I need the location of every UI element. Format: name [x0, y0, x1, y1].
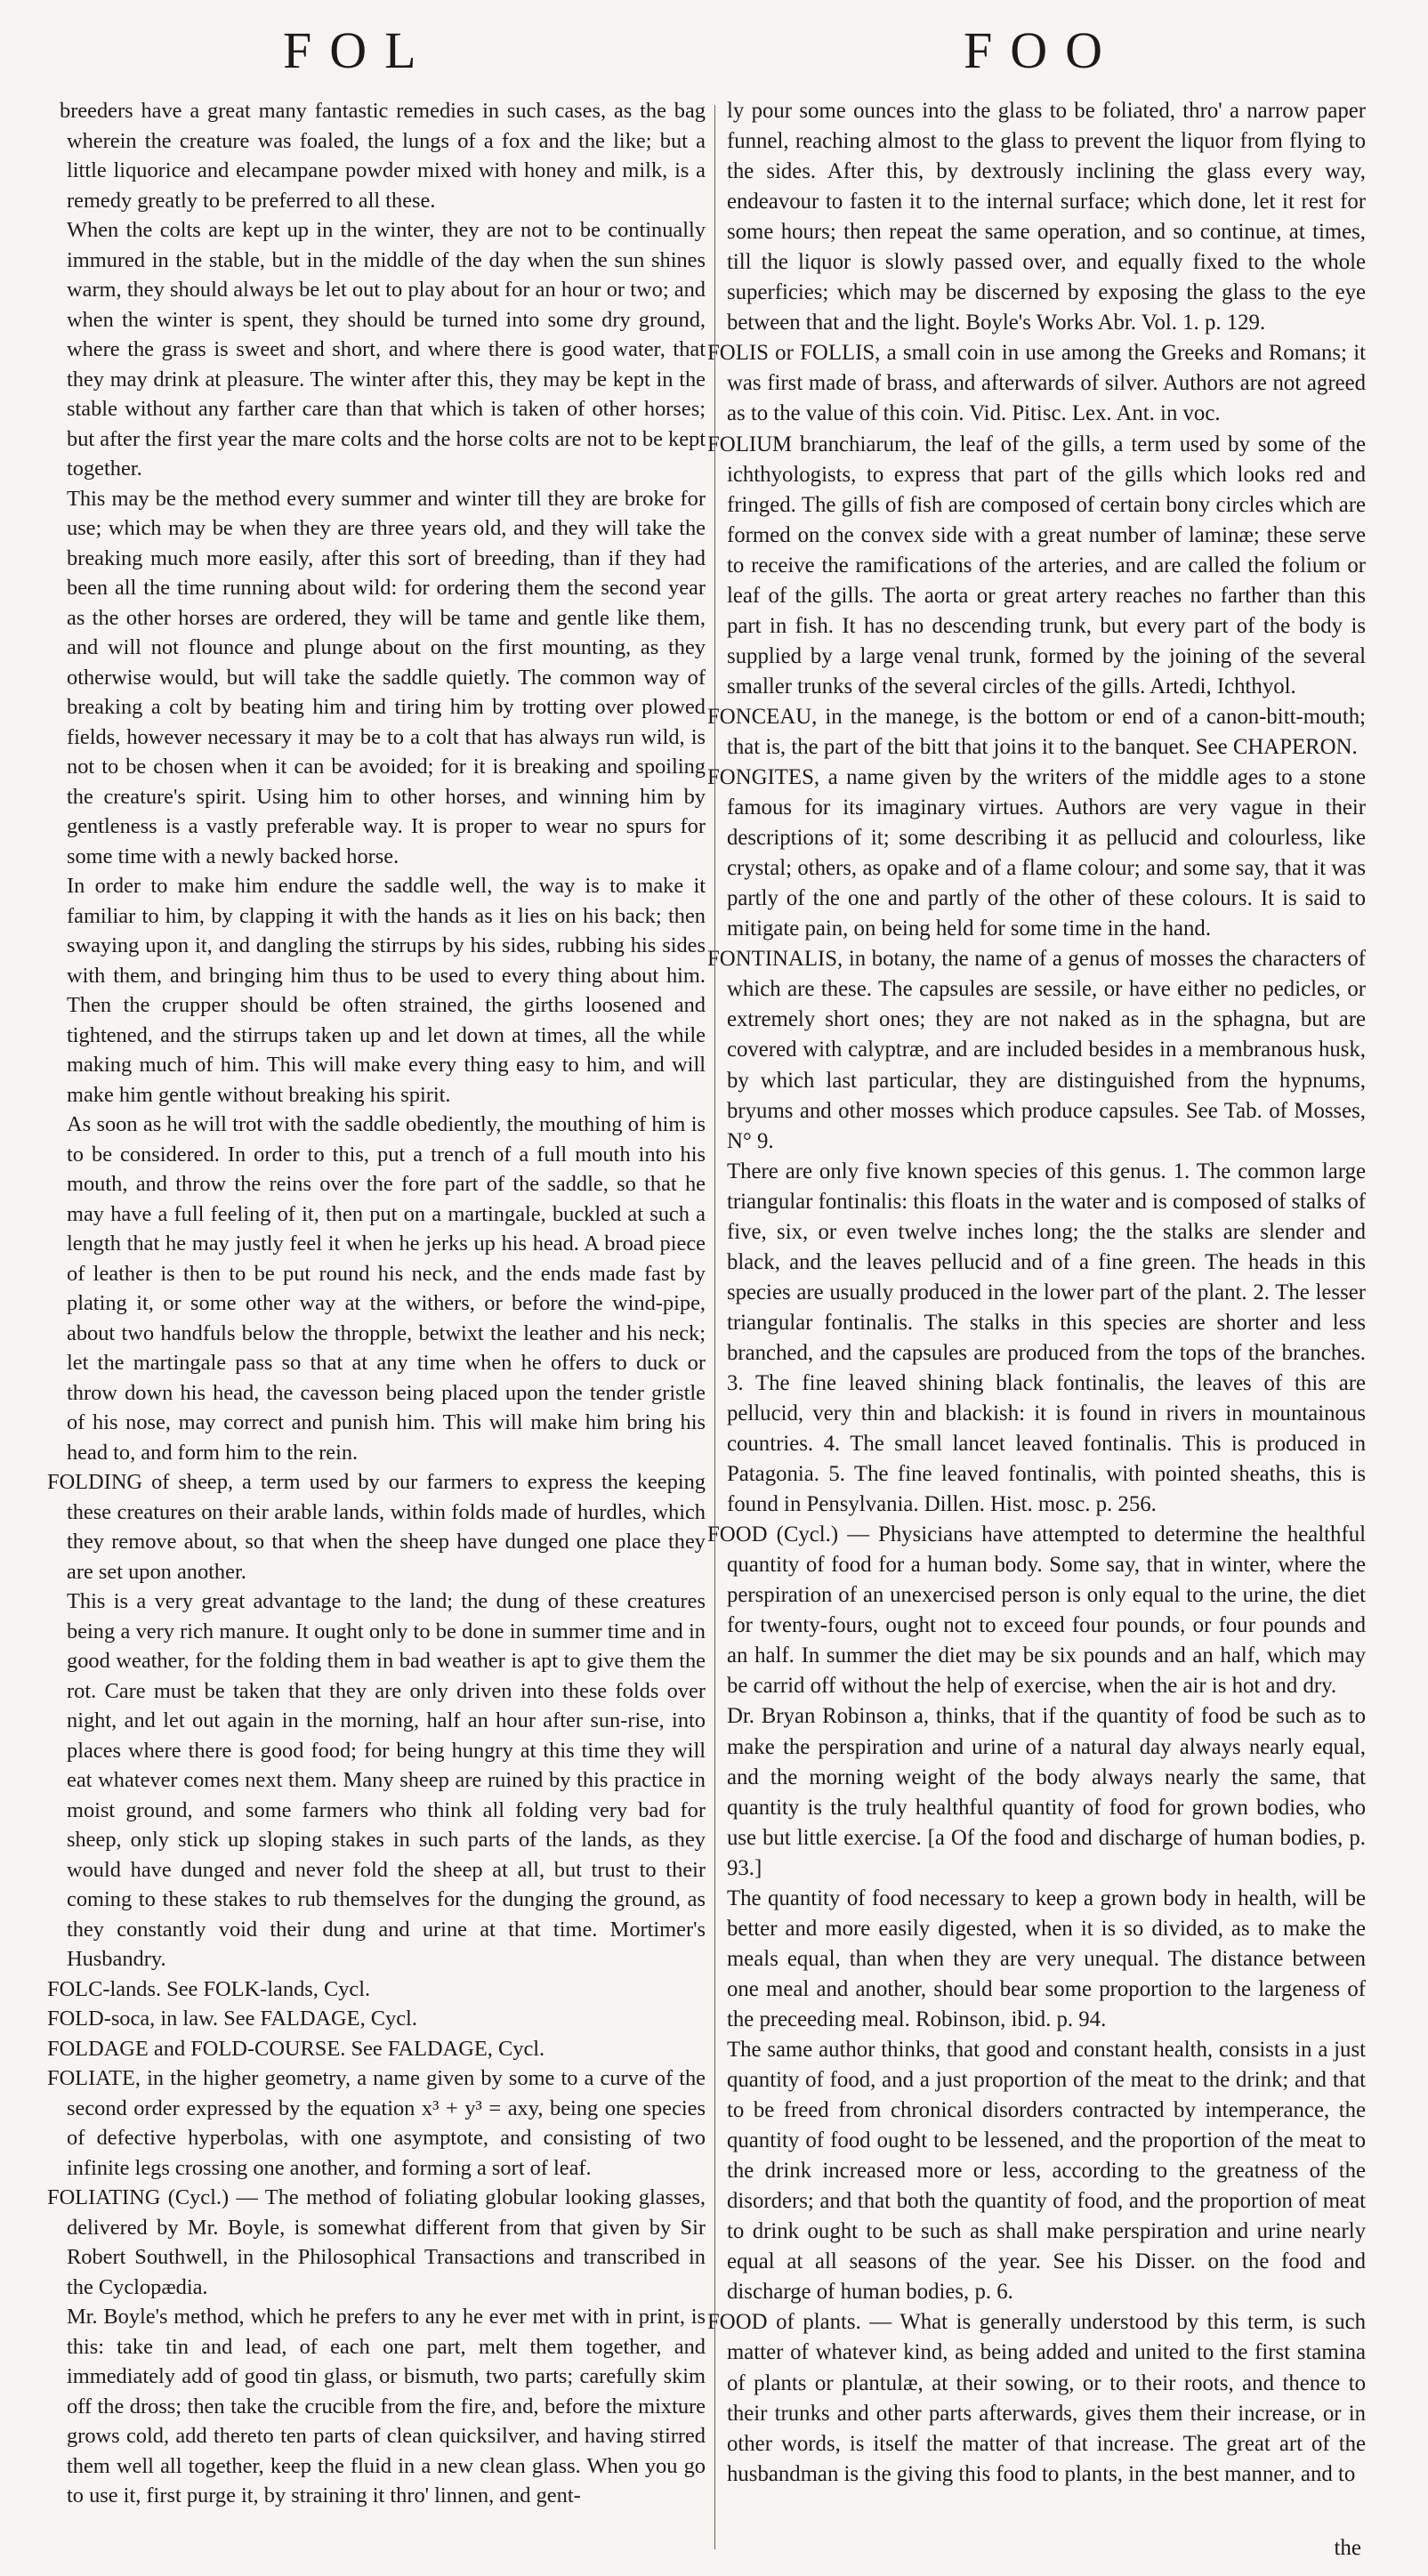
entry-foliate: FOLIATE, in the higher geometry, a name given by some to a curve of the second order expressed by the equation x³ + y³ = axy, being one species of defective hyperbolas, with one asymptote, and consisting of two infinite legs crossing one another, and forming a sort of leaf.	[47, 2066, 706, 2180]
entry-foldage: FOLDAGE and FOLD-COURSE. See FALDAGE, Cycl.	[47, 2036, 545, 2061]
entry-food: FOOD (Cycl.) — Physicians have attempted to determine the healthful quantity of food for a human body. Some say, that in winter, where the perspiration of an unexercised person is only equal to the urine, the diet for twenty-fours, ought not to exceed four pounds, or four pounds and an half. In summer the diet may be six pounds and an half, which may be carrid off without the help of exercise, when the air is hot and dry.	[707, 1522, 1366, 1699]
paragraph: The quantity of food necessary to keep a grown body in health, will be better and more easily digested, when it is so divided, as to make the meals equal, than when they are very unequal. The distance between one meal and another, should bear some proportion to the largeness of the preceeding meal. Robinson, ibid. p. 94.	[727, 1886, 1366, 2031]
entry-folis: FOLIS or FOLLIS, a small coin in use among the Greeks and Romans; it was first made of brass, and afterwards of silver. Authors are not agreed as to the value of this coin. Vid. Pitisc. Lex. Ant. in voc.	[707, 341, 1366, 426]
entry-folium: FOLIUM branchiarum, the leaf of the gills, a term used by some of the ichthyologists, to express that part of the gills which looks red and fringed. The gills of fish are composed of certain bony circles which are formed on the convex side with a great number of laminæ; these serve to receive the ramifications of the arteries, and are called the folium or leaf of the gills. The aorta or great artery reaches no farther than this part in fish. It has no descending trunk, but every part of the body is supplied by a large venal trunk, formed by the joining of the several smaller trunks of the several circles of the gills. Artedi, Ichthyol.	[707, 432, 1366, 699]
entry-fonceau: FONCEAU, in the manege, is the bottom or end of a canon-bitt-mouth; that is, the part of the bitt that joins it to the banquet. See CHAPERON.	[707, 704, 1366, 759]
paragraph: There are only five known species of this genus. 1. The common large triangular fontinalis: this floats in the water and is composed of stalks of five, six, or even twelve inches long; the the stalks are slender and black, and the leaves pellucid and of a fine green. The heads in this species are usually produced in the lower part of the plant. 2. The lesser triangular fontinalis. The stalks in this species are shorter and less branched, and the capsules are produced from the tops of the branches. 3. The fine leaved shining black fontinalis, the leaves of this are pellucid, very thin and blackish: it is found in rivers in mountainous countries. 4. The small lancet leaved fontinalis. This is produced in Patagonia. 5. The fine leaved fontinalis, with pointed sheaths, this is found in Pensylvania. Dillen. Hist. mosc. p. 256.	[727, 1159, 1366, 1517]
paragraph: ly pour some ounces into the glass to be foliated, thro' a narrow paper funnel, reaching almost to the glass to prevent the liquor from flying to the sides. After this, by dextrously inclining the glass every way, endeavour to fasten it to the internal surface; which done, let it rest for some hours; then repeat the same operation, and so continue, at times, till the liquor is slowly passed over, and equally fixed to the whole superficies; which may be discerned by exposing the glass to the eye between that and the light. Boyle's Works Abr. Vol. 1. p. 129.	[727, 99, 1366, 335]
entry-fontinalis: FONTINALIS, in botany, the name of a genus of mosses the characters of which are these. The capsules are sessile, or have either no pedicles, or extremely short ones; they are not naked as in the sphagna, but are covered with calyptræ, and are included besides in a membranous husk, by which last particular, they are distinguished from the hypnums, bryums and other mosses which produce capsules. See Tab. of Mosses, N° 9.	[707, 947, 1366, 1153]
paragraph: breeders have a great many fantastic remedies in such cases, as the bag wherein the creature was foaled, the lungs of a fox and the like; but a little liquorice and elecampane powder mixed with honey and milk, is a remedy greatly to be preferred to all these.	[60, 99, 706, 213]
running-head-right: FOO	[964, 21, 1121, 79]
catchword: the	[1334, 2536, 1361, 2560]
paragraph: When the colts are kept up in the winter, they are not to be continually immured in the stable, but in the middle of the day when the sun shines warm, they should always be let out to play about for an hour or two; and when the winter is spent, they should be turned into some dry ground, where the grass is sweet and short, and where there is good water, that they may drink at pleasure. The winter after this, they may be kept in the stable without any farther care than that which is taken of other horses; but after the first year the mare colts and the horse colts are not to be kept together.	[67, 218, 706, 480]
paragraph: This is a very great advantage to the land; the dung of these creatures being a very rich manure. It ought only to be done in summer time and in good weather, for the folding them in bad weather is apt to give them the rot. Care must be taken that they are only driven into these folds over night, and let out again in the morning, half an hour after sun-rise, into places where there is good food; for being hungry at this time they will eat whatever comes next them. Many sheep are ruined by this practice in moist ground, and some farmers who think all folding very bad for sheep, only stick up sloping stakes in such parts of the lands, as they would have dunged and never fold the sheep at all, but trust to their coming to these stakes to rub themselves for the dunging the ground, as they constantly void their dung and urine at that time. Mortimer's Husbandry.	[67, 1589, 706, 1971]
entry-food-of-plants: FOOD of plants. — What is generally understood by this term, is such matter of whatever kind, as being added and united to the first stamina of plants or plantulæ, at their sowing, or to their roots, and thence to their trunks and other parts afterwards, gives them their increase, or in other words, is itself the matter of that increase. The great art of the husbandman is the giving this food to plants, in the best manner, and to	[707, 2310, 1366, 2486]
paragraph: As soon as he will trot with the saddle obediently, the mouthing of him is to be considered. In order to this, put a trench of a full mouth into his mouth, and throw the reins over the fore part of the saddle, so that he may have a full feeling of it, then put on a martingale, buckled at such a length that he may justly feel it when he jerks up his head. A broad piece of leather is then to be put round his neck, and the ends made fast by plating it, or some other way at the withers, or before the wind-pipe, about two handfuls below the thropple, betwixt the leather and his neck; let the martingale pass so that at any time when he offers to duck or throw down his head, the cavesson being placed upon the tender gristle of his nose, may correct and punish him. This will make him bring his head to, and form him to the rein.	[67, 1112, 706, 1465]
paragraph: This may be the method every summer and winter till they are broke for use; which may be when they are three years old, and they will take the breaking much more easily, after this sort of breeding, than if they had been all the time running about wild: for ordering them the second year as the other horses are ordered, they will be tame and gentle like them, and will not flounce and plunge about on the first mounting, as they otherwise would, but will take the saddle quietly. The common way of breaking a colt by beating him and tiring him by trotting over plowed fields, however necessary it may be to a colt that has always run wild, is not to be chosen when it can be avoided; for it is breaking and spoiling the creature's spirit. Using him to other horses, and winning him by gentleness is a vastly preferable way. It is proper to wear no spurs for some time with a newly backed horse.	[67, 486, 706, 868]
entry-fongites: FONGITES, a name given by the writers of the middle ages to a stone famous for its imaginary virtues. Authors are very vague in their descriptions of it; some describing it as pellucid and colourless, like crystal; others, as opake and of a flame colour; and some say, that it was partly of the one and partly of the other of these colours. It is said to mitigate pain, on being held for some time in the hand.	[707, 765, 1366, 941]
entry-folc-lands: FOLC-lands. See FOLK-lands, Cycl.	[47, 1976, 371, 2001]
right-column	[707, 96, 1366, 2490]
entry-foliating: FOLIATING (Cycl.) — The method of foliating globular looking glasses, delivered by Mr. Boyle, is somewhat different from that given by Sir Robert Southwell, in the Philosophical Transactions and transcribed in the Cyclopædia.	[47, 2185, 706, 2299]
entry-fold-soca: FOLD-soca, in law. See FALDAGE, Cycl.	[47, 2007, 417, 2031]
paragraph: The same author thinks, that good and constant health, consists in a just quantity of food, and a just proportion of the meat to the drink; and that to be freed from chronical disorders contracted by intemperance, the quantity of food ought to be lessened, and the proportion of the meat to the drink increased more or less, according to the greatness of the disorders; and that both the quantity of food, and the proportion of meat to drink ought to be such as shall make perspiration and urine nearly equal at all seasons of the year. See his Disser. on the food and discharge of human bodies, p. 6.	[727, 2038, 1366, 2305]
paragraph: Mr. Boyle's method, which he prefers to any he ever met with in print, is this: take tin and lead, of each one part, melt them together, and immediately add of good tin glass, or bismuth, two parts; carefully skim off the dross; then take the crucible from the fire, and, before the mixture grows cold, add thereto ten parts of clean quicksilver, and having stirred them well all together, keep the fluid in a new clean glass. When you go to use it, first purge it, by straining it thro' linnen, and gent-	[67, 2305, 706, 2507]
paragraph: In order to make him endure the saddle well, the way is to make it familiar to him, by clapping it with the hands as it lies on his back; then swaying upon it, and dangling the stirrups by his sides, rubbing his sides with them, and bringing him thus to be used to every thing about him. Then the crupper should be often strained, the girths loosened and tightened, and the stirrups taken up and let down at times, all the while making much of him. This will make every thing easy to him, and will make him gentle without breaking his spirit.	[67, 874, 706, 1107]
running-head-left: FOL	[283, 21, 434, 79]
entry-folding: FOLDING of sheep, a term used by our farmers to express the keeping these creatures on their arable lands, within folds made of hurdles, which they remove about, so that when the sheep have dunged one place they are set upon another.	[47, 1470, 706, 1584]
left-column	[47, 96, 706, 2511]
paragraph: Dr. Bryan Robinson a, thinks, that if the quantity of food be such as to make the perspiration and urine of a natural day always nearly equal, and the morning weight of the body always nearly the same, that quantity is the truly healthful quantity of food for grown bodies, who use but little exercise. [a Of the food and discharge of human bodies, p. 93.]	[727, 1704, 1366, 1880]
